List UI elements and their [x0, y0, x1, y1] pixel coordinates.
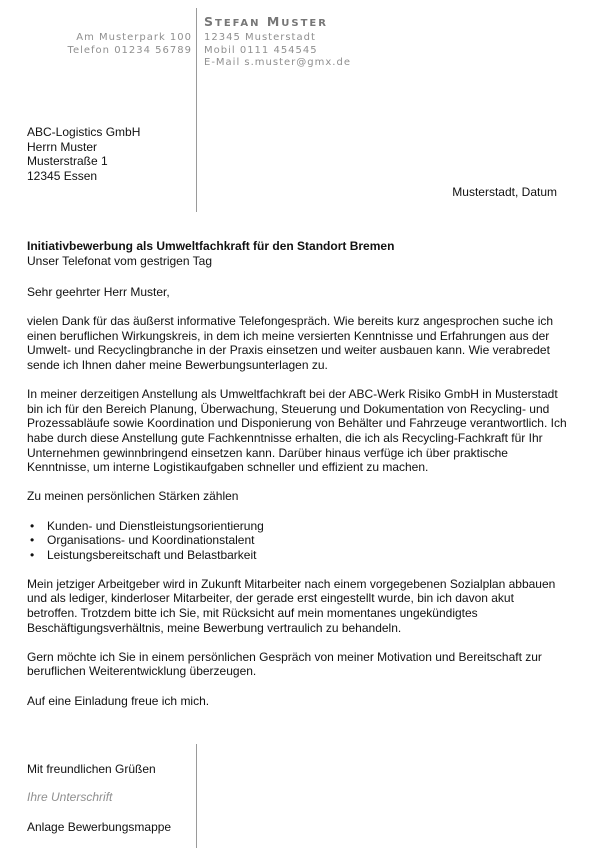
list-item — [27, 548, 567, 563]
paragraph-invitation: Auf eine Einladung freue ich mich. — [27, 693, 210, 708]
sender-address-left — [68, 32, 192, 57]
recipient-city: 12345 Essen — [27, 168, 98, 183]
sender-street: Am Musterpark 100 — [76, 32, 192, 43]
sender-last-rest: USTER — [281, 18, 328, 29]
recipient-company: ABC-Logistics GmbH — [27, 125, 141, 139]
sender-city: 12345 Musterstadt — [204, 32, 316, 43]
strength-text: Organisations- und Koordinationstalent — [47, 533, 255, 548]
list-item — [27, 533, 567, 548]
sender-name — [204, 14, 328, 29]
paragraph-intro: vielen Dank für das äußerst informative Telefongespräch. Wie bereits kurz angesprochen suche ich einen beruflichen Wirkungskreis, in dem ich meine versierten Kenntnisse und Erfahrungen aus der Umwelt- und Recyclingbranche in der Praxis einsetzen und weiter ausbauen kann. Wie verabredet sende ich Ihnen daher meine Bewerbungsunterlagen zu. — [27, 314, 554, 372]
closing: Mit freundlichen Grüßen — [27, 762, 156, 776]
date-line: Musterstadt, Datum — [452, 185, 557, 199]
paragraph-strengths-intro: Zu meinen persönlichen Stärken zählen — [27, 489, 239, 504]
bullet-icon: • — [30, 547, 35, 562]
salutation: Sehr geehrter Herr Muster, — [27, 285, 170, 299]
sender-address-right — [204, 32, 351, 70]
header-divider-line — [196, 8, 197, 212]
paragraph-current-job: In meiner derzeitigen Anstellung als Umweltfachkraft bei der ABC-Werk Risiko GmbH in Musterstadt bin ich für den Bereich Planung, Überwachung, Steuerung und Dokumentation von Recycling- und Prozessabläufe sowie Koordination und Disponierung von Behälter und Fahrzeuge verantwortlich. Ich habe durch diese Anstellung gute Fachkenntnisse erhalten, die ich als Recycling-Fachkraft für Ihr Unternehmen gewinnbringend einsetzen kann. Darüber hinaus verfüge ich über praktische Kenntnisse, um interne Logistikaufgaben schneller und effizient zu machen. — [27, 387, 567, 475]
sender-last-initial: M — [266, 14, 282, 29]
sender-first-rest: TEFAN — [215, 18, 261, 29]
sender-mobile: Mobil 0111 454545 — [204, 44, 318, 56]
footer-divider-line — [196, 744, 197, 848]
sender-email: E-Mail s.muster@gmx.de — [204, 57, 351, 68]
subject-block — [27, 239, 567, 268]
attachment-note: Anlage Bewerbungsmappe — [27, 820, 172, 834]
subject-reference: Unser Telefonat vom gestrigen Tag — [27, 253, 212, 268]
recipient-person: Herrn Muster — [27, 139, 98, 154]
subject-title: Initiativbewerbung als Umweltfachkraft für den Standort Bremen — [27, 239, 395, 253]
strengths-list — [27, 519, 567, 563]
sender-phone: Telefon 01234 56789 — [67, 44, 192, 56]
bullet-icon: • — [30, 518, 35, 533]
strength-text: Kunden- und Dienstleistungsorientierung — [47, 518, 264, 533]
letter-body — [27, 285, 567, 723]
paragraph-situation: Mein jetziger Arbeitgeber wird in Zukunft Mitarbeiter nach einem vorgegebenen Sozialplan abbauen und als lediger, kinderloser Mitarbeiter, der gerade erst eingestellt wurde, bin ich davon akut betroffen. Trotzdem bitte ich Sie, mit Rücksicht auf mein momentanes ungekündigtes Beschäftigungsverhältnis, meine Bewerbung vertraulich zu behandeln. — [27, 576, 556, 635]
signature-placeholder: Ihre Unterschrift — [27, 790, 113, 804]
recipient-address — [27, 125, 140, 183]
sender-first-initial: S — [204, 14, 216, 29]
list-item — [27, 519, 567, 534]
strength-text: Leistungsbereitschaft und Belastbarkeit — [47, 547, 257, 562]
paragraph-interview: Gern möchte ich Sie in einem persönlichen Gespräch von meiner Motivation und Bereitschaft zur beruflichen Weiterentwicklung überzeugen. — [27, 649, 542, 679]
bullet-icon: • — [30, 533, 35, 548]
recipient-street: Musterstraße 1 — [27, 154, 108, 169]
